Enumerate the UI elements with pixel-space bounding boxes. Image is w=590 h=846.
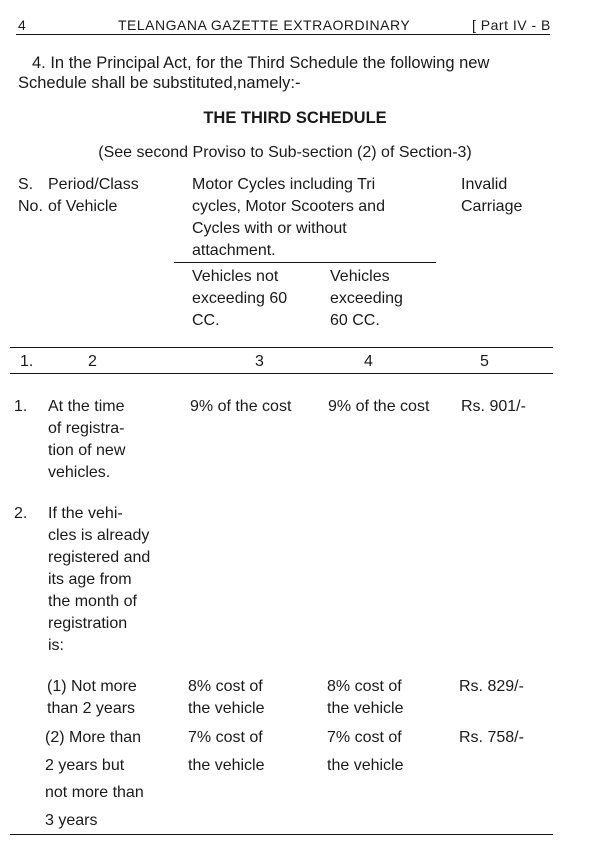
group-head-motor-cycles: Motor Cycles including Tri cycles, Motor Scooters and Cycles with or without attachment. [192, 176, 385, 259]
col-invalid-carriage-head: Invalid Carriage [461, 176, 523, 215]
gazette-part: [ Part IV - B [472, 17, 551, 33]
row-1-col5: Rs. 901/- [461, 398, 526, 415]
row-1-sno: 1. [14, 398, 28, 415]
subrow-2-col3: 7% cost of the vehicle [188, 729, 265, 774]
subrow-2-period: (2) More than 2 years but not more than 3 years [45, 729, 144, 829]
group-head-rule [174, 262, 436, 263]
col-period-head: Period/Class of Vehicle [48, 176, 139, 215]
subrow-1-col5: Rs. 829/- [459, 678, 524, 695]
gazette-title: TELANGANA GAZETTE EXTRAORDINARY [118, 17, 411, 33]
intro-line-1: 4. In the Principal Act, for the Third Schedule the following new [32, 54, 490, 72]
schedule-title: THE THIRD SCHEDULE [203, 109, 387, 127]
numbers-top-rule [10, 347, 553, 348]
col-exceeding-head: Vehicles exceeding 60 CC. [330, 268, 403, 329]
subrow-2-col5: Rs. 758/- [459, 729, 524, 746]
schedule-subtitle: (See second Proviso to Sub-section (2) of Section-3) [98, 144, 472, 161]
row-1-period: At the time of registra- tion of new vehicles. [48, 398, 126, 481]
row-2-sno: 2. [14, 505, 28, 522]
col-sno-head: S. No. [18, 176, 43, 215]
page-number: 4 [18, 17, 27, 33]
row-2-period: If the vehi- cles is already registered and its age from the month of registration is: [48, 505, 151, 654]
row-1-col3: 9% of the cost [190, 398, 292, 415]
header-rule [16, 34, 550, 35]
subrow-1-col3: 8% cost of the vehicle [188, 678, 265, 717]
row-1-col4: 9% of the cost [328, 398, 430, 415]
col-number-4: 4 [364, 353, 373, 370]
col-number-2: 2 [88, 353, 97, 370]
numbers-bottom-rule [10, 373, 553, 374]
col-not-exceeding-head: Vehicles not exceeding 60 CC. [192, 268, 288, 329]
col-number-3: 3 [255, 353, 264, 370]
table-bottom-rule [10, 834, 553, 835]
col-number-5: 5 [480, 353, 489, 370]
subrow-2-col4: 7% cost of the vehicle [327, 729, 404, 774]
subrow-1-col4: 8% cost of the vehicle [327, 678, 404, 717]
intro-line-2: Schedule shall be substituted,namely:- [18, 74, 301, 92]
col-number-1: 1. [20, 353, 34, 370]
subrow-1-period: (1) Not more than 2 years [47, 678, 137, 717]
